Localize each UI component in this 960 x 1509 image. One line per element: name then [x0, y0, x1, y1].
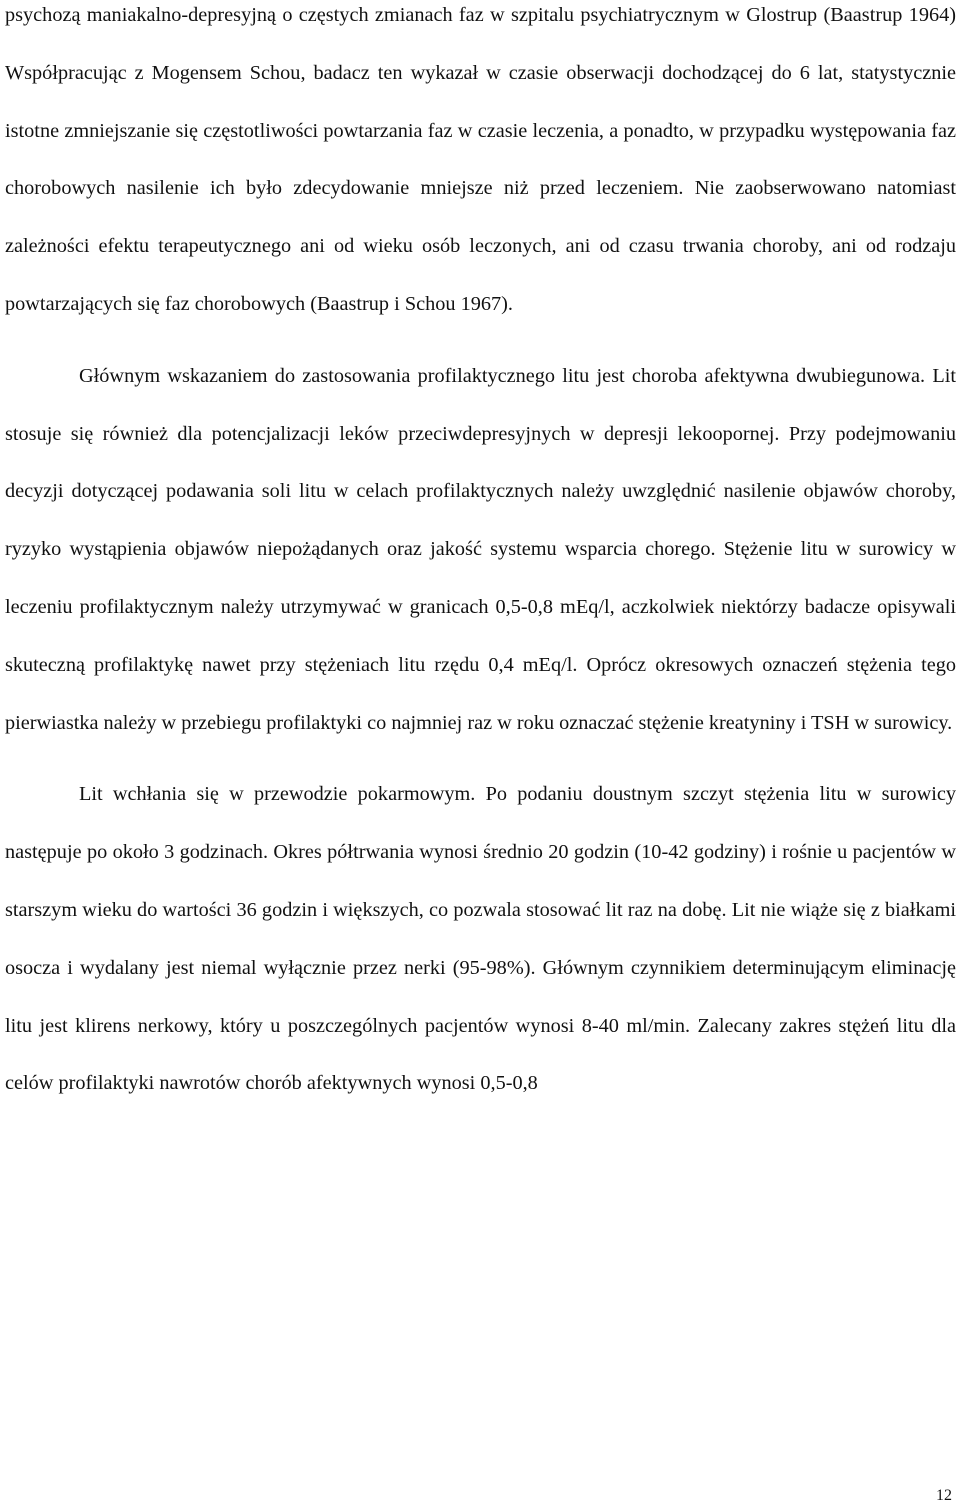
paragraph-indications: Głównym wskazaniem do zastosowania profilaktycznego litu jest choroba afektywna dwubiegunowa. Lit stosuje się również dla potencjalizacji leków przeciwdepresyjnych w depresji lekoopornej. Przy podejmowaniu decyzji dotyczącej podawania soli litu w celach profilaktycznych należy uwzględnić nasilenie objawów choroby, ryzyko wystąpienia objawów niepożądanych oraz jakość systemu wsparcia chorego. Stężenie litu w surowicy w leczeniu profilaktycznym należy utrzymywać w granicach 0,5-0,8 mEq/l, aczkolwiek niektórzy badacze opisywali skuteczną profilaktykę nawet przy stężeniach litu rzędu 0,4 mEq/l. Oprócz okresowych oznaczeń stężenia tego pierwiastka należy w przebiegu profilaktyki co najmniej raz w roku oznaczać stężenie kreatyniny i TSH w surowicy.	[5, 364, 956, 734]
document-page	[5, 0, 956, 1113]
paragraph-continuation: psychozą maniakalno-depresyjną o częstych zmianach faz w szpitalu psychiatrycznym w Glostrup (Baastrup 1964) Współpracując z Mogensem Schou, badacz ten wykazał w czasie obserwacji dochodzącej do 6 lat, statystycznie istotne zmniejszanie się częstotliwości powtarzania faz w czasie leczenia, a ponadto, w przypadku występowania faz chorobowych nasilenie ich było zdecydowanie mniejsze niż przed leczeniem. Nie zaobserwowano natomiast zależności efektu terapeutycznego ani od wieku osób leczonych, ani od czasu trwania choroby, ani od rodzaju powtarzających się faz chorobowych (Baastrup i Schou 1967).	[5, 4, 956, 315]
paragraph-pharmacokinetics: Lit wchłania się w przewodzie pokarmowym. Po podaniu doustnym szczyt stężenia litu w surowicy następuje po około 3 godzinach. Okres półtrwania wynosi średnio 20 godzin (10-42 godziny) i rośnie u pacjentów w starszym wieku do wartości 36 godzin i większych, co pozwala stosować lit raz na dobę. Lit nie wiąże się z białkami osocza i wydalany jest niemal wyłącznie przez nerki (95-98%). Głównym czynnikiem determinującym eliminację litu jest klirens nerkowy, który u poszczególnych pacjentów wynosi 8-40 ml/min. Zalecany zakres stężeń litu dla celów profilaktyki nawrotów chorób afektywnych wynosi 0,5-0,8	[5, 783, 956, 1095]
page-number: 12	[936, 1487, 952, 1504]
